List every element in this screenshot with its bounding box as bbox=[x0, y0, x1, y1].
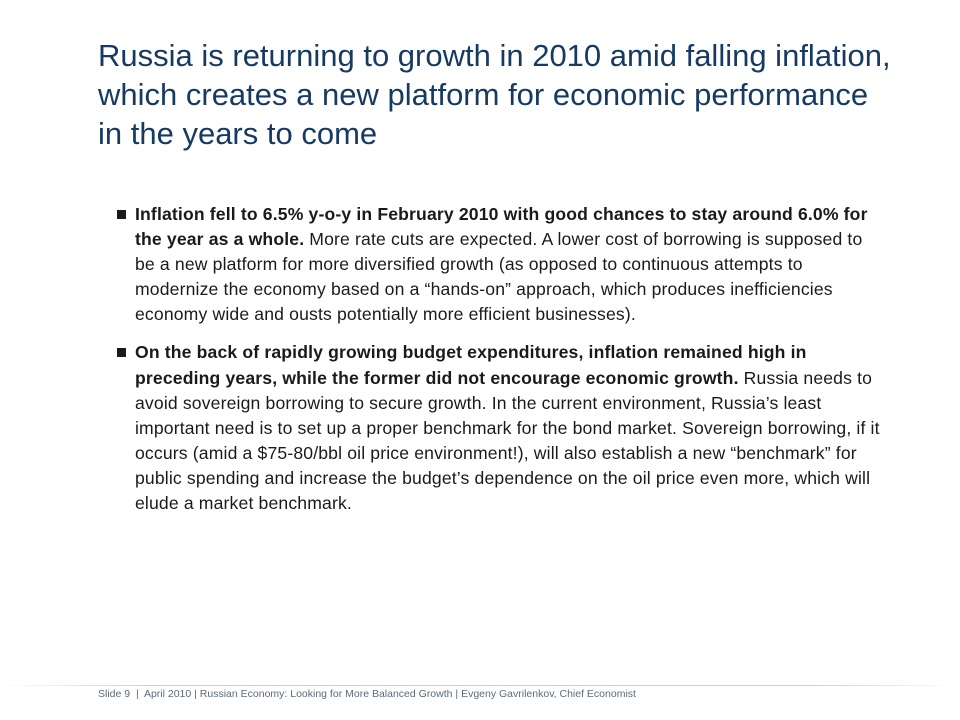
bullet-body-text: More rate cuts are expected. A lower cost of borrowing is supposed to be a new platform for more diversified growth (as opposed to continuous attempts to modernize the economy based on a “hands-on” approach, which produces inefficiencies economy wide and ousts potentially more efficient businesses). bbox=[135, 229, 863, 325]
bullet-list bbox=[117, 202, 887, 529]
square-bullet-icon bbox=[117, 210, 126, 219]
slide-footer bbox=[98, 688, 636, 700]
bullet-bold-text: Inflation fell to 6.5% y-o-y in February 2010 with good chances to stay around 6.0% for the year as a whole. bbox=[135, 204, 868, 250]
bullet-item-inflation bbox=[117, 202, 887, 327]
bullet-text bbox=[135, 202, 887, 327]
footer-author: Evgeny Gavrilenkov, Chief Economist bbox=[461, 688, 636, 700]
footer-separator: | bbox=[452, 688, 462, 700]
footer-separator: | bbox=[191, 688, 200, 700]
bullet-item-budget bbox=[117, 340, 887, 516]
footer-slide-number: Slide 9 bbox=[98, 688, 131, 700]
footer-divider bbox=[0, 685, 960, 686]
bullet-text bbox=[135, 340, 887, 516]
slide-title: Russia is returning to growth in 2010 amid falling inflation, which creates a new platform for economic performance in the years to come bbox=[98, 38, 891, 151]
bullet-bold-text: On the back of rapidly growing budget expenditures, inflation remained high in preceding years, while the former did not encourage economic growth. bbox=[135, 342, 807, 388]
bullet-body-text: Russia needs to avoid sovereign borrowing to secure growth. In the current environment, Russia’s least important need is to set up a proper benchmark for the bond market. Sovereign borrowing, if it occurs (amid a $75-80/bbl oil price environment!), will also establish a new “benchmark” for public spending and increase the budget’s dependence on the oil price even more, which will elude a market benchmark. bbox=[135, 367, 880, 514]
footer-presentation-title: Russian Economy: Looking for More Balanced Growth bbox=[199, 688, 453, 700]
footer-separator: | bbox=[130, 688, 144, 700]
footer-date: April 2010 bbox=[143, 688, 192, 700]
square-bullet-icon bbox=[117, 348, 126, 357]
